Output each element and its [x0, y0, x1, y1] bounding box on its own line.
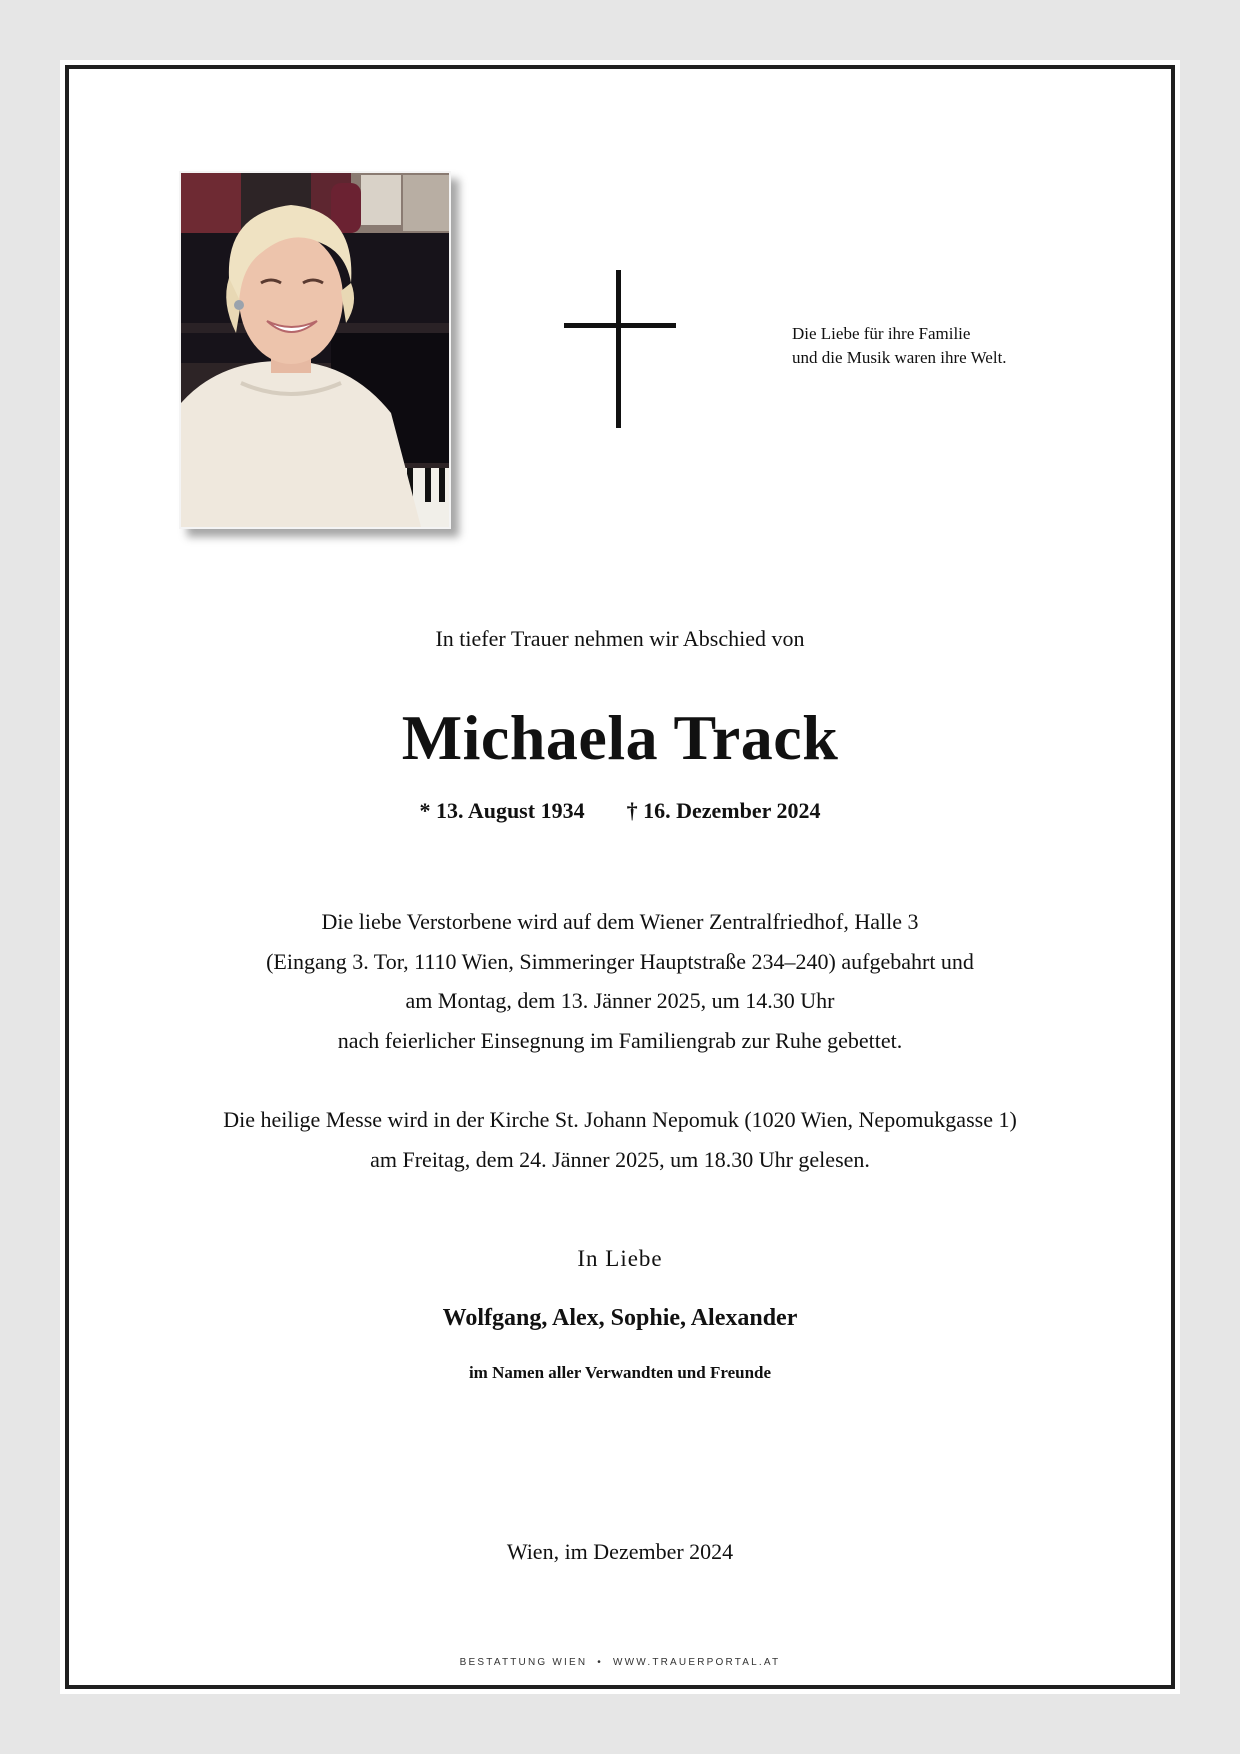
quote-line: Die Liebe für ihre Familie [792, 324, 971, 343]
text-line: Die heilige Messe wird in der Kirche St. Johann Nepomuk (1020 Wien, Nepomukgasse 1) [223, 1107, 1017, 1132]
place-date: Wien, im Dezember 2024 [506, 1539, 734, 1564]
closing-words: In Liebe [577, 1246, 663, 1271]
memorial-quote [792, 322, 1007, 370]
funeral-home-name: BESTATTUNG WIEN [459, 1657, 588, 1668]
deceased-name: Michaela Track [401, 702, 839, 773]
cross-icon [564, 270, 676, 428]
quote-line: und die Musik waren ihre Welt. [792, 348, 1007, 367]
separator-dot: • [597, 1657, 603, 1668]
text-line: am Freitag, dem 24. Jänner 2025, um 18.30 Uhr gelesen. [370, 1146, 870, 1172]
birth-date: * 13. August 1934 [419, 798, 585, 823]
text-line: (Eingang 3. Tor, 1110 Wien, Simmeringer Hauptstraße 234–240) aufgebahrt und [266, 948, 974, 974]
intro-text: In tiefer Trauer nehmen wir Abschied von [435, 626, 805, 651]
life-dates [60, 798, 1180, 824]
footer [60, 1657, 1180, 1668]
obituary-sheet [60, 60, 1180, 1694]
website-link[interactable]: WWW.TRAUERPORTAL.AT [612, 1657, 781, 1668]
signers: Wolfgang, Alex, Sophie, Alexander [442, 1305, 798, 1331]
text-line: Die liebe Verstorbene wird auf dem Wiener Zentralfriedhof, Halle 3 [321, 909, 919, 934]
mass-details [60, 1100, 1180, 1179]
funeral-details [60, 902, 1180, 1060]
text-line: am Montag, dem 13. Jänner 2025, um 14.30 Uhr [405, 988, 835, 1013]
death-date: † 16. Dezember 2024 [626, 798, 821, 823]
family-note: im Namen aller Verwandten und Freunde [468, 1363, 772, 1382]
portrait-photo [179, 171, 451, 529]
text-line: nach feierlicher Einsegnung im Familiengrab zur Ruhe gebettet. [337, 1027, 903, 1053]
